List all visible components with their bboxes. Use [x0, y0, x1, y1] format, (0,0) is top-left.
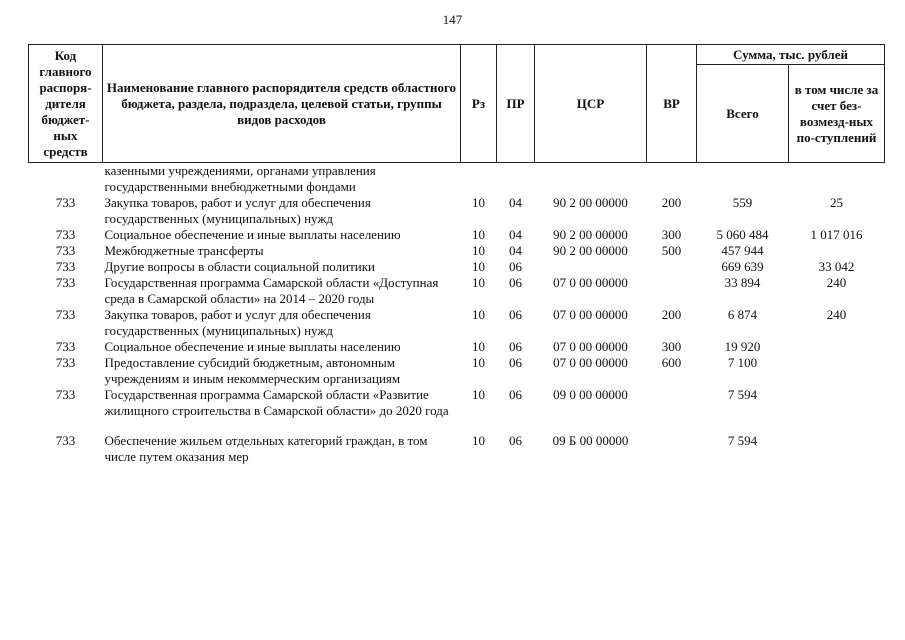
table-row [29, 227, 885, 243]
cell-rz: 10 [472, 387, 485, 402]
cell-csr: 07 0 00 00000 [553, 307, 628, 322]
table-row [29, 419, 885, 465]
cell-name: Межбюджетные трансферты [104, 243, 264, 258]
cell-free-receipts [789, 419, 885, 465]
table-row [29, 387, 885, 419]
cell-free-receipts [789, 339, 885, 355]
cell-csr: 07 0 00 00000 [553, 355, 628, 370]
cell-name: Закупка товаров, работ и услуг для обеспечения государственных (муниципальных) нужд [104, 307, 371, 338]
table-row [29, 243, 885, 259]
cell-csr: 07 0 00 00000 [553, 275, 628, 290]
table-row [29, 259, 885, 275]
cell-vr: 300 [661, 227, 682, 242]
cell-name: Обеспечение жильем отдельных категорий граждан, в том числе путем оказания мер [104, 433, 428, 464]
cell-rz: 10 [472, 195, 485, 210]
cell-code [29, 163, 103, 196]
cell-pr [497, 163, 535, 196]
cell-csr: 90 2 00 00000 [553, 243, 628, 258]
cell-pr: 06 [509, 275, 522, 290]
cell-free-receipts: 1 017 016 [810, 227, 863, 242]
cell-name: казенными учреждениями, органами управления государственными внебюджетными фондами [104, 163, 376, 194]
cell-pr: 06 [509, 339, 522, 354]
budget-table [28, 44, 885, 465]
cell-csr: 90 2 00 00000 [553, 195, 628, 210]
header-csr: ЦСР [535, 45, 647, 163]
cell-free-receipts [789, 355, 885, 387]
cell-code: 733 [55, 339, 76, 354]
table-row [29, 339, 885, 355]
cell-vr: 300 [661, 339, 682, 354]
table-row [29, 275, 885, 307]
cell-total: 33 894 [724, 275, 761, 290]
cell-rz: 10 [472, 307, 485, 322]
cell-free-receipts: 33 042 [818, 259, 855, 274]
cell-pr: 06 [509, 355, 522, 370]
cell-name: Другие вопросы в области социальной политики [104, 259, 375, 274]
page-number: 147 [442, 12, 463, 27]
cell-code: 733 [55, 307, 76, 322]
cell-vr: 200 [661, 307, 682, 322]
cell-free-receipts: 240 [826, 307, 847, 322]
cell-name: Закупка товаров, работ и услуг для обеспечения государственных (муниципальных) нужд [104, 195, 371, 226]
cell-code: 733 [55, 387, 76, 402]
cell-total: 559 [732, 195, 753, 210]
cell-name: Предоставление субсидий бюджетным, автономным учреждениям и иным некоммерческим организациям [104, 355, 401, 386]
cell-csr: 07 0 00 00000 [553, 339, 628, 354]
cell-code: 733 [55, 227, 76, 242]
table-body [29, 163, 885, 466]
cell-vr: 600 [661, 355, 682, 370]
cell-total [697, 163, 789, 196]
table-row [29, 195, 885, 227]
cell-vr: 200 [661, 195, 682, 210]
header-pr: ПР [497, 45, 535, 163]
cell-total: 457 944 [721, 243, 764, 258]
header-vr: ВР [647, 45, 697, 163]
header-free-receipts: в том числе за счет без-возмезд-ных по-ступлений [789, 65, 885, 163]
cell-rz: 10 [472, 227, 485, 242]
cell-pr: 06 [509, 307, 522, 322]
cell-rz: 10 [472, 243, 485, 258]
table-row [29, 163, 885, 196]
cell-pr: 06 [509, 387, 522, 402]
cell-total: 7 594 [727, 433, 758, 448]
cell-rz: 10 [472, 433, 485, 448]
table-row [29, 307, 885, 339]
cell-csr [535, 259, 647, 275]
cell-name: Государственная программа Самарской области «Развитие жилищного строительства в Самарской области» до 2020 года [104, 387, 449, 418]
cell-total: 7 594 [727, 387, 758, 402]
cell-vr [647, 275, 697, 307]
cell-name: Государственная программа Самарской области «Доступная среда в Самарской области» на 2014 – 2020 годы [104, 275, 439, 306]
cell-rz: 10 [472, 275, 485, 290]
cell-free-receipts [789, 163, 885, 196]
cell-rz: 10 [472, 339, 485, 354]
header-code: Код главного распоря-дителя бюджет-ных средств [29, 45, 103, 163]
cell-vr: 500 [661, 243, 682, 258]
cell-vr [647, 387, 697, 419]
cell-rz: 10 [472, 355, 485, 370]
cell-csr: 09 Б 00 00000 [552, 433, 629, 448]
cell-rz [461, 163, 497, 196]
cell-code: 733 [55, 195, 76, 210]
cell-code: 733 [55, 259, 76, 274]
cell-pr: 06 [509, 259, 522, 274]
header-name: Наименование главного распорядителя средств областного бюджета, раздела, подраздела, целевой статьи, группы видов расходов [103, 45, 461, 163]
cell-total: 5 060 484 [716, 227, 769, 242]
header-total: Всего [697, 65, 789, 163]
cell-total: 19 920 [724, 339, 761, 354]
cell-name: Социальное обеспечение и иные выплаты населению [104, 227, 401, 242]
cell-pr: 04 [509, 227, 522, 242]
cell-pr: 06 [509, 433, 522, 448]
cell-vr [647, 419, 697, 465]
cell-vr [647, 259, 697, 275]
cell-free-receipts: 240 [826, 275, 847, 290]
cell-pr: 04 [509, 195, 522, 210]
cell-name: Социальное обеспечение и иные выплаты населению [104, 339, 401, 354]
cell-code: 733 [55, 355, 76, 370]
cell-csr: 09 0 00 00000 [553, 387, 628, 402]
table-row [29, 355, 885, 387]
cell-total: 7 100 [727, 355, 758, 370]
cell-free-receipts [789, 387, 885, 419]
cell-pr: 04 [509, 243, 522, 258]
cell-vr [647, 163, 697, 196]
cell-free-receipts [789, 243, 885, 259]
cell-total: 6 874 [727, 307, 758, 322]
cell-code: 733 [55, 275, 76, 290]
cell-rz: 10 [472, 259, 485, 274]
cell-code: 733 [55, 433, 76, 448]
cell-csr [535, 163, 647, 196]
header-rz: Рз [461, 45, 497, 163]
cell-free-receipts: 25 [830, 195, 843, 210]
table-header [29, 45, 885, 163]
cell-csr: 90 2 00 00000 [553, 227, 628, 242]
cell-code: 733 [55, 243, 76, 258]
header-sum: Сумма, тыс. рублей [697, 45, 885, 65]
cell-total: 669 639 [721, 259, 764, 274]
